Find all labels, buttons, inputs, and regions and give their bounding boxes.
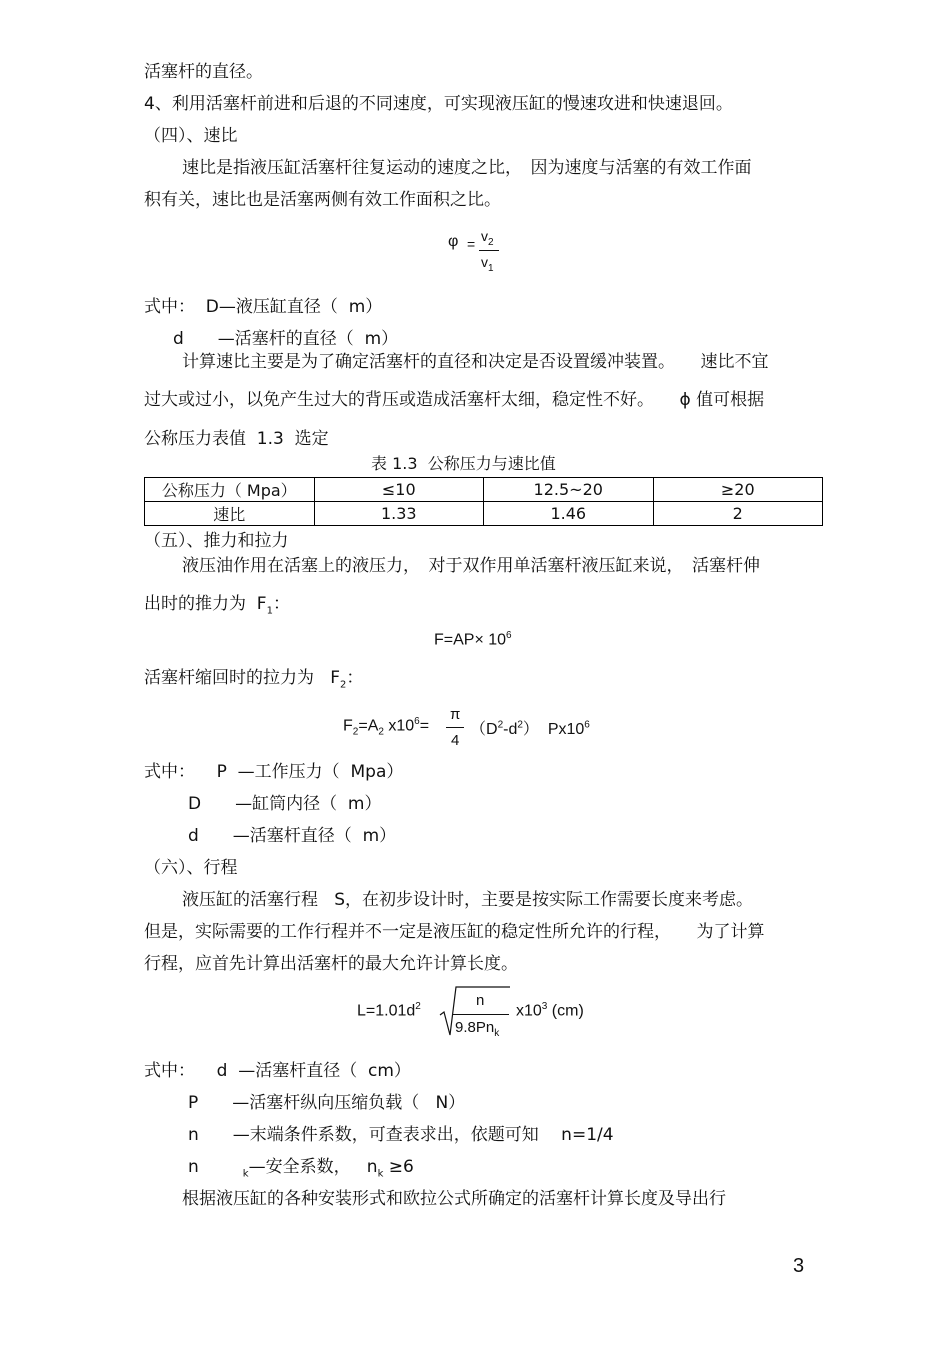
text-line: 公称压力表值 1.3 选定 [144, 429, 329, 449]
text-line: 根据液压缸的各种安装形式和欧拉公式所确定的活塞杆计算长度及导出行 [182, 1189, 726, 1209]
table-cell: 1.46 [484, 502, 654, 526]
text-line: 出时的推力为 $F_1$： [144, 594, 290, 617]
page-number: 3 [793, 1255, 805, 1277]
text-line: 4、利用活塞杆前进和后退的不同速度，可实现液压缸的慢速攻进和快速退回。 [144, 94, 733, 114]
formula-length-denominator: $9.8Pn_k$ [455, 1019, 500, 1039]
section-heading: （五）、推力和拉力 [144, 531, 289, 551]
formula-denominator: $v_1$ [481, 254, 494, 274]
table-cell: 1.33 [314, 502, 484, 526]
fraction-bar [446, 727, 464, 728]
text-line: P —活塞杆纵向压缩负载（ N） [188, 1093, 466, 1113]
table-cell: 2 [653, 502, 823, 526]
text-line: n $_k$—安全系数， $n_k \ge 6$ [188, 1157, 414, 1180]
text-line: 活塞杆的直径。 [144, 62, 263, 82]
formula-pull-force-rest: $(D^2-d^2)$ $Px10^6$ [470, 719, 590, 738]
section-heading: （六）、行程 [144, 858, 238, 878]
fraction-bar [479, 250, 499, 251]
section-heading: （四）、速比 [144, 126, 238, 146]
formula-phi: φ [448, 233, 459, 250]
text-line: n —末端条件系数，可查表求出，依题可知 n=1/4 [188, 1125, 614, 1145]
text-line: 液压油作用在活塞上的液压力， 对于双作用单活塞杆液压缸来说， 活塞杆伸 [182, 556, 760, 576]
text-line: 行程，应首先计算出活塞杆的最大允许计算长度。 [144, 954, 518, 974]
text-line: 活塞杆缩回时的拉力为 $F_2$： [144, 668, 364, 691]
formula-pi: π [450, 706, 461, 723]
text-line: 式中： P —工作压力（ Mpa） [144, 762, 404, 782]
formula-push-force: $F=AP\times 10^6$ [434, 630, 512, 649]
table-cell: 12.5~20 [484, 478, 654, 502]
text-line: d —活塞杆直径（ m） [188, 826, 397, 846]
text-line: 积有关，速比也是活塞两侧有效工作面积之比。 [144, 190, 501, 210]
formula-numerator: $v_2$ [481, 228, 494, 248]
table-cell: ≤10 [314, 478, 484, 502]
fraction-bar [453, 1014, 509, 1015]
table-row [145, 478, 823, 502]
formula-equals: = [467, 236, 476, 252]
formula-length-tail: $x10^3$ (cm) [516, 1001, 584, 1020]
table-caption: 表 1.3 公称压力与速比值 [371, 454, 556, 473]
table-cell: ≥20 [653, 478, 823, 502]
table-cell: 公称压力（ Mpa） [145, 478, 315, 502]
text-line: d —活塞杆的直径（ m） [173, 329, 399, 349]
text-line: D —缸筒内径（ m） [188, 794, 382, 814]
text-line: 式中： d —活塞杆直径（ cm） [144, 1061, 411, 1081]
text-line: 液压缸的活塞行程 S，在初步设计时，主要是按实际工作需要长度来考虑。 [182, 890, 754, 910]
table-cell: 速比 [145, 502, 315, 526]
text-line: 计算速比主要是为了确定活塞杆的直径和决定是否设置缓冲装置。 速比不宜 [182, 352, 769, 372]
text-line: 式中： D—液压缸直径（ m） [144, 297, 383, 317]
formula-pull-force: $F_2=A_2$ $x10^6=$ [343, 716, 430, 738]
formula-length: $L=1.01d^2$ [357, 1001, 421, 1020]
formula-length-numerator: n [476, 992, 485, 1009]
table-row [145, 502, 823, 526]
text-line: 速比是指液压缸活塞杆往复运动的速度之比， 因为速度与活塞的有效工作面 [182, 158, 752, 178]
pressure-ratio-table [144, 477, 823, 526]
text-line: 但是，实际需要的工作行程并不一定是液压缸的稳定性所允许的行程， 为了计算 [144, 922, 765, 942]
text-line: 过大或过小，以免产生过大的背压或造成活塞杆太细，稳定性不好。 ϕ 值可根据 [144, 390, 765, 410]
formula-four: 4 [451, 732, 460, 749]
